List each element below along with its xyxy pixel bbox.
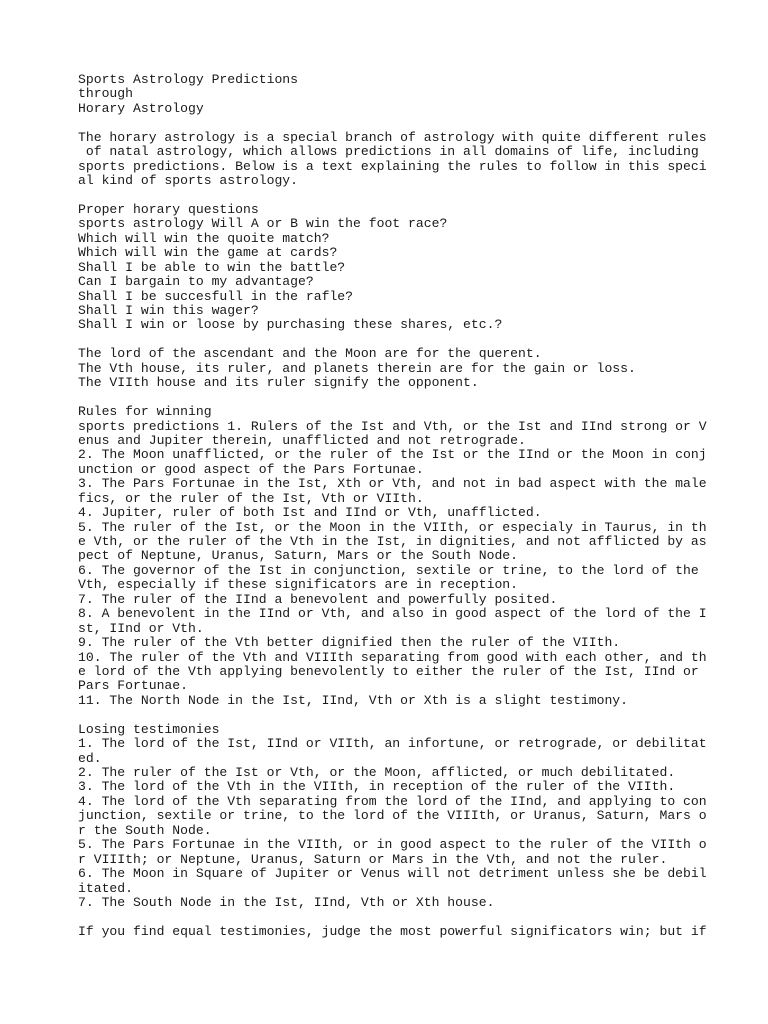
text-line: Can I bargain to my advantage? bbox=[78, 274, 314, 290]
text-line: Shall I win or loose by purchasing these shares, etc.? bbox=[78, 317, 503, 333]
text-line: 8. A benevolent in the IInd or Vth, and also in good aspect of the lord of the I bbox=[78, 606, 707, 622]
text-line: 3. The lord of the Vth in the VIIth, in reception of the ruler of the VIIth. bbox=[78, 779, 676, 795]
text-line: 11. The North Node in the Ist, IInd, Vth or Xth is a slight testimony. bbox=[78, 692, 629, 708]
blank-line bbox=[78, 116, 698, 130]
text-line: 4. Jupiter, ruler of both Ist and IInd or Vth, unafflicted. bbox=[78, 505, 542, 521]
text-line: If you find equal testimonies, judge the most powerful significators win; but if bbox=[78, 923, 707, 939]
text-line: r the South Node. bbox=[78, 822, 212, 838]
text-line: al kind of sports astrology. bbox=[78, 173, 299, 189]
text-line: Shall I win this wager? bbox=[78, 303, 259, 318]
text-line: Shall I be succesfull in the rafle? bbox=[78, 288, 354, 304]
text-line: 7. The ruler of the IInd a benevolent and powerfully posited. bbox=[78, 591, 558, 607]
text-line: Which will win the quoite match? bbox=[78, 230, 330, 246]
text-line: Rules for winning bbox=[78, 404, 212, 420]
text-line: e Vth, or the ruler of the Vth in the Ist, in dignities, and not afflicted by as bbox=[78, 534, 707, 549]
text-line: r VIIIth; or Neptune, Uranus, Saturn or Mars in the Vth, and not the ruler. bbox=[78, 851, 668, 867]
text-line: through bbox=[78, 86, 134, 102]
text-line: The horary astrology is a special branch of astrology with quite different rules bbox=[78, 129, 707, 145]
text-line: 1. The lord of the Ist, IInd or VIIth, an infortune, or retrograde, or debilitat bbox=[78, 736, 707, 752]
text-line: 5. The Pars Fortunae in the VIIth, or in good aspect to the ruler of the VIIth o bbox=[78, 837, 707, 853]
blank-line bbox=[78, 333, 698, 347]
text-line: Horary Astrology bbox=[78, 100, 204, 116]
text-line: 2. The Moon unafflicted, or the ruler of the Ist or the IInd or the Moon in conj bbox=[78, 447, 707, 463]
text-line: e lord of the Vth applying benevolently to either the ruler of the Ist, IInd or bbox=[78, 663, 699, 679]
text-line: The VIIth house and its ruler signify the opponent. bbox=[78, 375, 479, 391]
text-line: 4. The lord of the Vth separating from the lord of the IInd, and applying to con bbox=[78, 793, 707, 809]
text-line: 6. The Moon in Square of Jupiter or Venus will not detriment unless she be debil bbox=[78, 866, 707, 882]
blank-line bbox=[78, 910, 698, 924]
text-line: pect of Neptune, Uranus, Saturn, Mars or the South Node. bbox=[78, 548, 519, 564]
text-line: enus and Jupiter therein, unafflicted and not retrograde. bbox=[78, 432, 526, 448]
text-line: junction, sextile or trine, to the lord of the VIIIth, or Uranus, Saturn, Mars o bbox=[78, 808, 707, 824]
text-line: Which will win the game at cards? bbox=[78, 245, 338, 261]
blank-line bbox=[78, 708, 698, 722]
blank-line bbox=[78, 189, 698, 203]
text-line: sports predictions. Below is a text explaining the rules to follow in this speci bbox=[78, 158, 707, 174]
text-line: Shall I be able to win the battle? bbox=[78, 259, 346, 275]
text-line: 5. The ruler of the Ist, or the Moon in the VIIth, or especialy in Taurus, in th bbox=[78, 519, 707, 535]
text-line: Losing testimonies bbox=[78, 721, 220, 737]
text-line: unction or good aspect of the Pars Fortunae. bbox=[78, 461, 424, 477]
text-line: 7. The South Node in the Ist, IInd, Vth or Xth house. bbox=[78, 894, 495, 910]
text-line: itated. bbox=[78, 880, 134, 896]
text-line: The lord of the ascendant and the Moon are for the querent. bbox=[78, 346, 542, 362]
text-line: of natal astrology, which allows predictions in all domains of life, including bbox=[78, 144, 699, 160]
text-line: st, IInd or Vth. bbox=[78, 620, 204, 636]
text-line: ed. bbox=[78, 750, 102, 766]
text-line: 2. The ruler of the Ist or Vth, or the Moon, afflicted, or much debilitated. bbox=[78, 765, 676, 780]
text-line: Pars Fortunae. bbox=[78, 678, 189, 694]
text-line: sports astrology Will A or B win the foot race? bbox=[78, 216, 448, 232]
text-line: 10. The ruler of the Vth and VIIIth separating from good with each other, and th bbox=[78, 649, 707, 665]
text-line: 6. The governor of the Ist in conjunction, sextile or trine, to the lord of the bbox=[78, 562, 699, 578]
text-line: 3. The Pars Fortunae in the Ist, Xth or Vth, and not in bad aspect with the male bbox=[78, 476, 707, 492]
text-line: Sports Astrology Predictions bbox=[78, 72, 299, 87]
text-line: The Vth house, its ruler, and planets therein are for the gain or loss. bbox=[78, 360, 636, 376]
blank-line bbox=[78, 391, 698, 405]
text-line: Vth, especially if these significators are in reception. bbox=[78, 577, 519, 593]
text-line: sports predictions 1. Rulers of the Ist and Vth, or the Ist and IInd strong or V bbox=[78, 418, 707, 434]
text-line: 9. The ruler of the Vth better dignified then the ruler of the VIIth. bbox=[78, 635, 621, 651]
text-line: Proper horary questions bbox=[78, 201, 259, 217]
document-text bbox=[78, 72, 707, 939]
text-line: fics, or the ruler of the Ist, Vth or VIIth. bbox=[78, 490, 424, 506]
